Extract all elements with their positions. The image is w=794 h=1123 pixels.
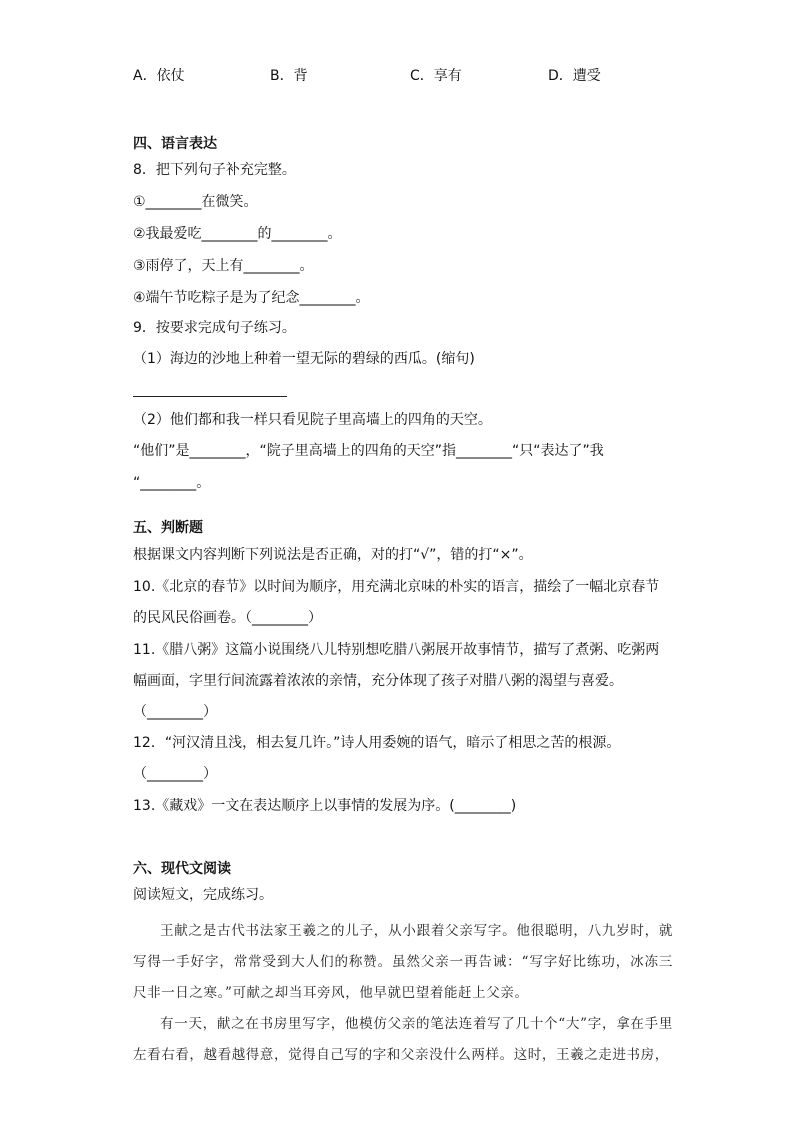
q10-line2: 的民风民俗画卷。（________）: [133, 610, 322, 626]
q8-stem: 8．把下列句子补充完整。: [133, 162, 296, 178]
q11-line2: 幅画面，字里行间流露着浓浓的亲情，充分体现了孩子对腊八粥的渴望与喜爱。: [133, 673, 623, 689]
passage-paragraph-2: 有一天，献之在书房里写字，他模仿父亲的笔法连着写了几十个“大”字，拿在手里左看右看，越看越得意，觉得自己写的字和父亲没什么两样。这时，王羲之走进书房，: [133, 1016, 673, 1063]
section-6-instruction: 阅读短文，完成练习。: [133, 887, 273, 903]
q11-line3: （________）: [133, 704, 217, 720]
q9-stem: 9．按要求完成句子练习。: [133, 320, 296, 336]
section-5-heading: 五、判断题: [133, 520, 203, 536]
passage-paragraph-1: 王献之是古代书法家王羲之的儿子，从小跟着父亲写字。他很聪明，八九岁时，就写得一手好字，常常受到大人们的称赞。虽然父亲一再告诫：“写字好比练功，冰冻三尺非一日之寒。”可献之却当耳旁风，他早就巴望着能赶上父亲。: [133, 923, 673, 1001]
q8-item-2: ②我最爱吃________的________。: [133, 226, 342, 242]
q11-line1: 11.《腊八粥》这篇小说围绕八儿特别想吃腊八粥展开故事情节，描写了煮粥、吃粥两: [133, 642, 660, 658]
section-5-instruction: 根据课文内容判断下列说法是否正确，对的打“√”，错的打“×”。: [133, 547, 533, 563]
option-d: D．遭受: [548, 68, 601, 84]
q9-part2: （2）他们都和我一样只看见院子里高墙上的四角的天空。: [133, 412, 492, 428]
option-b: B．背: [270, 68, 308, 84]
q13-line: 13.《藏戏》一文在表达顺序上以事情的发展为序。(________): [133, 798, 517, 814]
q12-line2: （________）: [133, 766, 217, 782]
q12-line1: 12．“河汉清且浅，相去复几许。”诗人用委婉的语气，暗示了相思之苦的根源。: [133, 735, 621, 751]
answer-blank-line: [133, 396, 287, 397]
section-4-heading: 四、语言表达: [133, 136, 217, 152]
q9-part1: （1）海边的沙地上种着一望无际的碧绿的西瓜。(缩句): [133, 351, 475, 367]
q9-part2-line1: “他们”是________，“院子里高墙上的四角的天空”指________“只“表达了”我: [133, 443, 604, 459]
q8-item-1: ①________在微笑。: [133, 194, 258, 210]
q8-item-3: ③雨停了，天上有________。: [133, 258, 314, 274]
q8-item-4: ④端午节吃粽子是为了纪念________。: [133, 290, 370, 306]
section-6-heading: 六、现代文阅读: [133, 861, 231, 877]
reading-passage: [133, 916, 673, 1071]
q9-part2-line2: “________。: [133, 475, 211, 491]
q10-line1: 10.《北京的春节》以时间为顺序，用充满北京味的朴实的语言，描绘了一幅北京春节: [133, 579, 660, 595]
option-c: C．享有: [410, 68, 462, 84]
option-a: A．依仗: [133, 68, 185, 84]
